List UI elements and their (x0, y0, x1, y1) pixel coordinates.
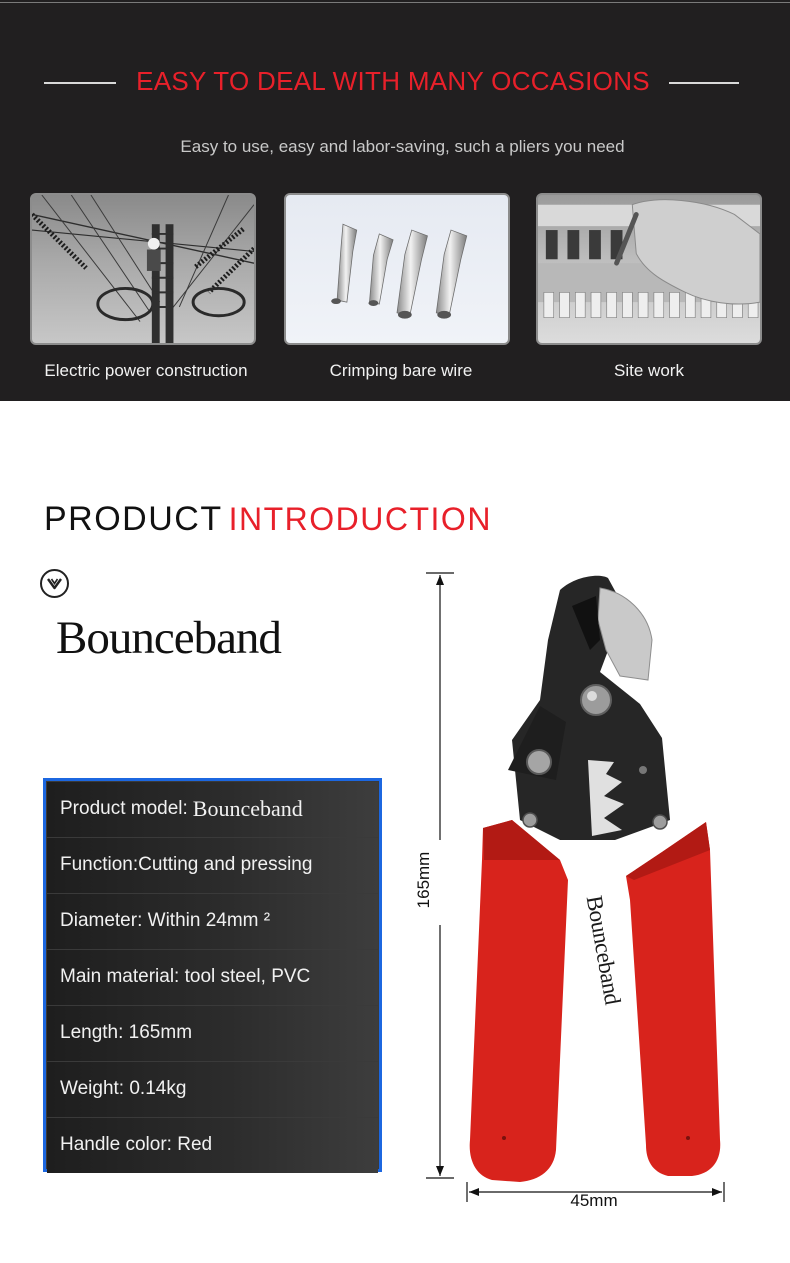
spec-row-length: Length: 165mm (47, 1006, 378, 1061)
card-caption-power: Electric power construction (44, 361, 248, 380)
top-divider (0, 2, 790, 3)
spec-row-function: Function:Cutting and pressing (47, 838, 378, 893)
chevron-down-circle-icon (40, 569, 69, 598)
brand-name: Bounceband (56, 612, 281, 664)
card-caption-site-work: Site work (614, 361, 684, 380)
wire-terminals-photo (284, 193, 510, 345)
headline-row (0, 62, 790, 102)
spec-model-value: Bounceband (192, 796, 303, 822)
spec-model-label: Product model: (60, 798, 188, 820)
spec-row-model (47, 782, 378, 837)
spec-row-weight: Weight: 0.14kg (47, 1062, 378, 1117)
handle-brand-label: Bounceband (581, 893, 626, 1007)
spec-row-handle-color: Handle color: Red (47, 1118, 378, 1173)
spec-row-diameter: Diameter: Within 24mm ² (47, 894, 378, 949)
spec-row-material: Main material: tool steel, PVC (47, 950, 378, 1005)
height-dimension-value: 165mm (414, 851, 433, 909)
section-title-word1: PRODUCT (44, 500, 223, 538)
width-dimension-label: 45mm (570, 1191, 618, 1210)
section-title (44, 500, 492, 539)
section-title-word2: INTRODUCTION (228, 501, 492, 537)
card-caption-crimping: Crimping bare wire (329, 361, 473, 380)
spec-table (43, 778, 382, 1172)
plier-product-image (395, 560, 790, 1220)
banner-headline: EASY TO DEAL WITH MANY OCCASIONS (136, 66, 650, 96)
power-line-worker-photo (30, 193, 256, 345)
headline-rule-right (669, 82, 739, 84)
terminal-block-wiring-photo (536, 193, 762, 345)
height-dimension-label (404, 840, 444, 920)
headline-rule-left (44, 82, 116, 84)
banner-subline: Easy to use, easy and labor-saving, such a pliers you need (180, 137, 625, 156)
occasions-banner (0, 0, 790, 401)
